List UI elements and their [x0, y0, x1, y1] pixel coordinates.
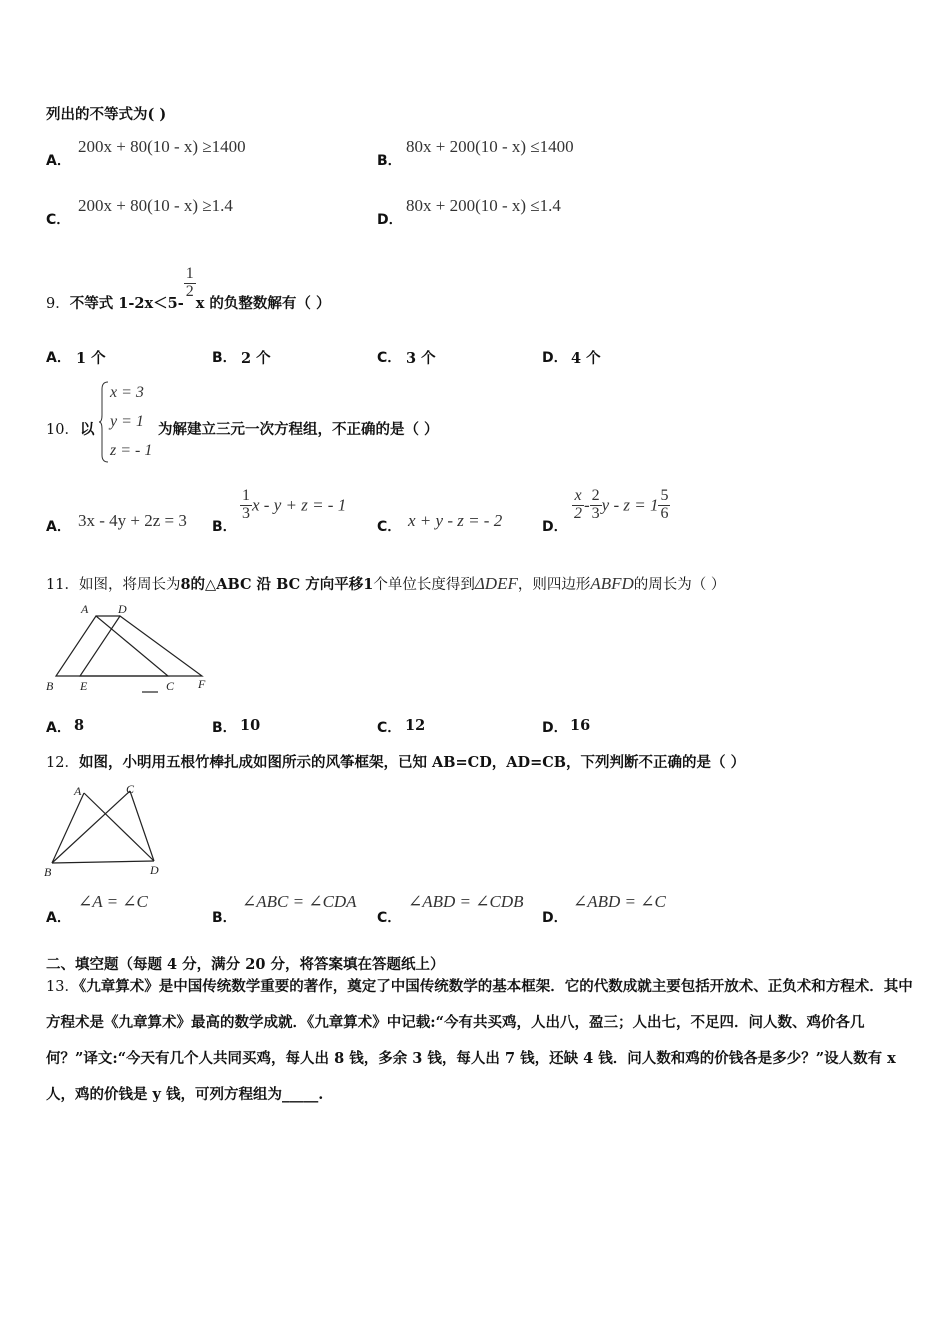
q10-option-b-fraction: $\frac{1}{3}$ — [242, 487, 250, 522]
q10-system — [110, 378, 152, 465]
q10-option-d-expr: $\frac{x}{2}$ - $\frac{2}{3}$ y - z = 1 $\frac{5}{6}$ — [574, 487, 669, 522]
q12-option-d-expr: ∠ABD = ∠C — [573, 892, 666, 911]
q10-option-d-fraction-1: $\frac{x}{2}$ — [574, 487, 582, 522]
q12-option-c-expr: ∠ABD = ∠CDB — [408, 892, 524, 911]
q12-option-b-label: B． — [212, 910, 237, 926]
q10-system-eq2: y = 1 — [110, 413, 144, 430]
q11-option-c-text: 12 — [405, 717, 426, 734]
q8-option-d-label: D． — [377, 212, 403, 228]
q8-option-b-label: B． — [377, 153, 402, 169]
q11-option-b-text: 10 — [240, 717, 261, 734]
section2-title: 二、填空题（每题 4 分，满分 20 分，将答案填在答题纸上） — [46, 956, 445, 973]
q12-option-a-expr: ∠A = ∠C — [78, 892, 148, 911]
q9-option-b-label: B． — [212, 350, 237, 366]
q11-label-f: F — [198, 677, 206, 691]
q12-kite-figure — [44, 781, 174, 881]
q8-option-b-expr: 80x + 200(10 - x) ≤1400 — [406, 137, 574, 156]
q8-option-c-expr: 200x + 80(10 - x) ≥1.4 — [78, 196, 233, 215]
q10-option-c-label: C． — [377, 519, 402, 535]
q10-option-b-label: B． — [212, 519, 237, 535]
q10-option-b-expr: $\frac{1}{3}$ x - y + z = - 1 — [242, 487, 347, 522]
q11-option-d-label: D． — [542, 720, 568, 736]
q12-option-c-label: C． — [377, 910, 402, 926]
q11-option-a-text: 8 — [74, 717, 85, 734]
q10-pre: 以 — [80, 421, 95, 438]
q11-number: 11． — [46, 577, 79, 593]
q11-translation-figure — [44, 600, 214, 700]
q10-option-a-label: A． — [46, 519, 71, 535]
q12-option-a-label: A． — [46, 910, 71, 926]
q13-text: 《九章算术》是中国传统数学重要的著作，奠定了中国传统数学的基本框架．它的代数成就主要包括开放术、正负术和方程术．其中方程术是《九章算术》最高的数学成就．《九章算术》中记载:“今有共买鸡，人出八，盈三；人出七，不足四．问人数、鸡价各几何？”译文:“今天有几个人共同买鸡，每人出 8 钱，多余 3 钱，每人出 7 钱，还缺 4 钱．问人数和鸡的价钱各是多少？”设人数有 x 人，鸡的价钱是 y 钱，可列方程组为_____. — [46, 978, 913, 1103]
q8-stem: 列出的不等式为( ) — [46, 106, 167, 123]
q8-option-a-label: A． — [46, 153, 71, 169]
q11-option-a-label: A． — [46, 720, 71, 736]
q13-paragraph — [46, 969, 916, 1113]
q12-label-a: A — [74, 784, 82, 798]
q10-number: 10． — [46, 422, 79, 438]
q12-option-b-expr: ∠ABC = ∠CDA — [242, 892, 357, 911]
q12-number: 12． — [46, 755, 79, 771]
q12-label-c: C — [126, 782, 135, 796]
q9-stem-post: x 的负整数解有（ ） — [195, 295, 331, 313]
q10-system-eq1: x = 3 — [110, 384, 144, 401]
q10-stem: 为解建立三元一次方程组，不正确的是（ ） — [158, 421, 439, 438]
q9-number: 9． — [46, 296, 70, 313]
q10-option-a-expr: 3x - 4y + 2z = 3 — [78, 511, 187, 530]
q11-option-c-label: C． — [377, 720, 402, 736]
q11-label-e: E — [80, 679, 88, 693]
q11-label-c: C — [166, 679, 175, 693]
q13-number: 13． — [46, 979, 79, 995]
q11-stem: 11．如图，将周长为8的△ABC 沿 BC 方向平移1个单位长度得到ΔDEF，则四边形ABFD的周长为（ ） — [46, 574, 726, 593]
q8-option-c-label: C． — [46, 212, 71, 228]
q9-option-d-text: 4 个 — [571, 350, 601, 367]
q9-stem-pre: 不等式 1-2x＜5- — [69, 295, 184, 313]
q10-option-d-fraction-3: $\frac{5}{6}$ — [660, 487, 669, 522]
q10-option-d-label: D． — [542, 519, 568, 535]
q11-label-d: D — [118, 602, 127, 616]
q9-option-d-label: D． — [542, 350, 568, 366]
q9-stem — [46, 262, 330, 312]
q10-option-d-fraction-2: $\frac{2}{3}$ — [591, 487, 600, 522]
q10-system-eq3: z = - 1 — [110, 442, 153, 459]
q12-option-d-label: D． — [542, 910, 568, 926]
q8-option-d-expr: 80x + 200(10 - x) ≤1.4 — [406, 196, 561, 215]
q12-stem: 12．如图，小明用五根竹棒扎成如图所示的风筝框架，已知 AB=CD，AD=CB，下列判断不正确的是（ ） — [46, 754, 746, 771]
q9-option-c-label: C． — [377, 350, 402, 366]
q11-option-b-label: B． — [212, 720, 237, 736]
q9-option-c-text: 3 个 — [406, 350, 436, 367]
q11-option-d-text: 16 — [570, 717, 591, 734]
q12-label-d: D — [150, 863, 159, 877]
q9-option-b-text: 2 个 — [241, 350, 271, 367]
q11-label-b: B — [46, 679, 54, 693]
q10-brace-icon — [98, 381, 110, 463]
q9-fraction: $\frac{1}{2}$ — [185, 265, 194, 300]
q12-label-b: B — [44, 865, 52, 879]
q9-option-a-label: A． — [46, 350, 71, 366]
q8-option-a-expr: 200x + 80(10 - x) ≥1400 — [78, 137, 246, 156]
q11-label-a: A — [81, 602, 89, 616]
q9-option-a-text: 1 个 — [76, 350, 106, 367]
q10-option-c-expr: x + y - z = - 2 — [408, 511, 503, 530]
